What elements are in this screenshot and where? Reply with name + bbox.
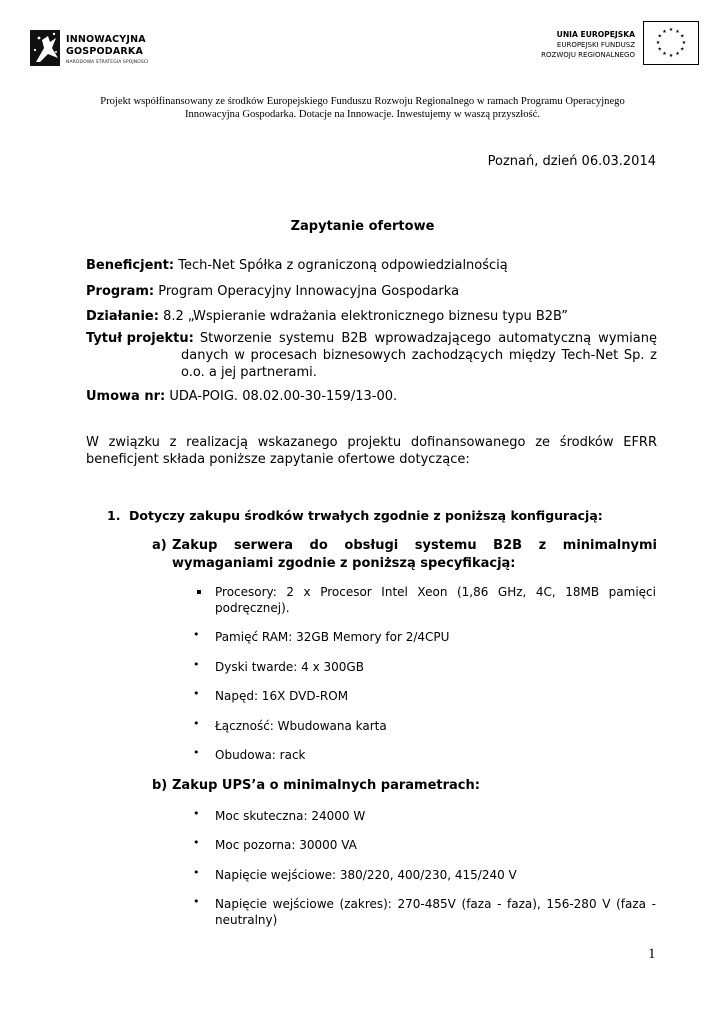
field-program (86, 284, 459, 299)
innowacyjna-gospodarka-logo (30, 28, 170, 74)
field-program-label: Program: (86, 284, 155, 299)
field-dzialanie (86, 309, 568, 324)
ig-emblem-icon (30, 28, 62, 68)
bullet-icon: • (193, 895, 200, 908)
list-item: Napęd: 16X DVD-ROM (215, 689, 349, 703)
list-item: Dyski twarde: 4 x 300GB (215, 660, 364, 674)
svg-text:★: ★ (681, 40, 687, 46)
section-1-heading (107, 508, 603, 523)
eu-logo-text (541, 30, 635, 60)
svg-text:★: ★ (657, 33, 662, 40)
field-umowa-label: Umowa nr: (86, 389, 166, 404)
eu-logo-line1: UNIA EUROPEJSKA (556, 30, 635, 39)
eu-logo-line2: EUROPEJSKI FUNDUSZ (556, 41, 635, 49)
project-cofinancing-note: Projekt współfinansowany ze środków Europejskiego Funduszu Rozwoju Regionalnego w ramach Programu Operacyjnego Innowacyjna Gospodarka. Dotacje na Innowacje. Inwestujemy w waszą przyszłość. (100, 96, 625, 120)
subsection-a-heading (152, 537, 657, 573)
intro-paragraph: W związku z realizacją wskazanego projektu dofinansowanego ze środków EFRR beneficjent składa poniższe zapytanie ofertowe dotyczące: (86, 435, 657, 467)
bullet-icon: • (193, 746, 200, 759)
field-dzialanie-value: 8.2 „Wspieranie wdrażania elektronicznego biznesu typu B2B” (163, 309, 568, 324)
field-tytul-projektu (86, 330, 657, 381)
subsection-a-letter: a) (152, 538, 167, 553)
field-umowa-value: UDA-POIG. 08.02.00-30-159/13-00. (169, 389, 398, 404)
square-bullet-icon (197, 590, 201, 594)
field-beneficjent-label: Beneficjent: (86, 258, 175, 273)
field-program-value: Program Operacyjny Innowacyjna Gospodarka (158, 284, 460, 299)
bullet-icon: • (193, 807, 200, 820)
subsection-b-letter: b) (152, 778, 168, 793)
svg-text:★: ★ (675, 28, 680, 35)
field-tytul-label: Tytuł projektu: (86, 331, 194, 346)
document-date: Poznań, dzień 06.03.2014 (487, 154, 656, 169)
svg-text:★: ★ (680, 33, 685, 40)
subsection-a-text: Zakup serwera do obsługi systemu B2B z minimalnymi wymaganiami zgodnie z poniższą specyfikacją: (172, 538, 657, 571)
list-item: Pamięć RAM: 32GB Memory for 2/4CPU (215, 630, 450, 644)
svg-text:★: ★ (655, 40, 661, 46)
list-item: Łączność: Wbudowana karta (215, 719, 387, 733)
svg-text:★: ★ (668, 53, 674, 59)
list-item: Napięcie wejściowe: 380/220, 400/230, 415/240 V (215, 868, 517, 882)
field-beneficjent (86, 258, 508, 273)
field-beneficjent-value: Tech-Net Spółka z ograniczoną odpowiedzialnością (178, 258, 508, 273)
field-umowa (86, 389, 397, 404)
svg-text:★: ★ (675, 51, 680, 58)
section-1-number: 1. (107, 508, 121, 523)
bullet-icon: • (193, 628, 200, 641)
bullet-icon: • (193, 836, 200, 849)
field-tytul-value: Stworzenie systemu B2B wprowadzającego automatyczną wymianę danych w procesach biznesowych zachodzących między Tech-Net Sp. z o.o. a jej partnerami. (181, 331, 657, 380)
svg-text:★: ★ (662, 51, 667, 58)
list-item: Obudowa: rack (215, 748, 306, 762)
svg-text:★: ★ (657, 46, 662, 53)
document-title: Zapytanie ofertowe (290, 219, 435, 234)
subsection-b-heading (152, 777, 657, 795)
svg-text:★: ★ (680, 46, 685, 53)
list-item: Moc skuteczna: 24000 W (215, 809, 366, 823)
svg-text:★: ★ (668, 27, 674, 33)
subsection-b-text: Zakup UPS’a o minimalnych parametrach: (172, 778, 480, 793)
bullet-icon: • (193, 687, 200, 700)
bullet-icon: • (193, 717, 200, 730)
field-dzialanie-label: Działanie: (86, 309, 159, 324)
ig-logo-line3: NARODOWA STRATEGIA SPÓJNOŚCI (66, 60, 149, 65)
eu-flag-icon (643, 21, 699, 65)
bullet-icon: • (193, 866, 200, 879)
list-item: Moc pozorna: 30000 VA (215, 838, 357, 852)
ig-logo-line2: GOSPODARKA (66, 46, 144, 57)
bullet-icon: • (193, 658, 200, 671)
ig-logo-line1: INNOWACYJNA (66, 34, 146, 45)
page-number: 1 (648, 946, 656, 962)
list-item: Procesory: 2 x Procesor Intel Xeon (1,86 GHz, 4C, 18MB pamięci podręcznej). (215, 585, 656, 615)
section-1-text: Dotyczy zakupu środków trwałych zgodnie z poniższą konfiguracją: (129, 508, 603, 523)
eu-logo-line3: ROZWOJU REGIONALNEGO (541, 51, 635, 59)
list-item: Napięcie wejściowe (zakres): 270-485V (faza - faza), 156-280 V (faza - neutralny) (215, 897, 656, 927)
svg-text:★: ★ (662, 28, 667, 35)
